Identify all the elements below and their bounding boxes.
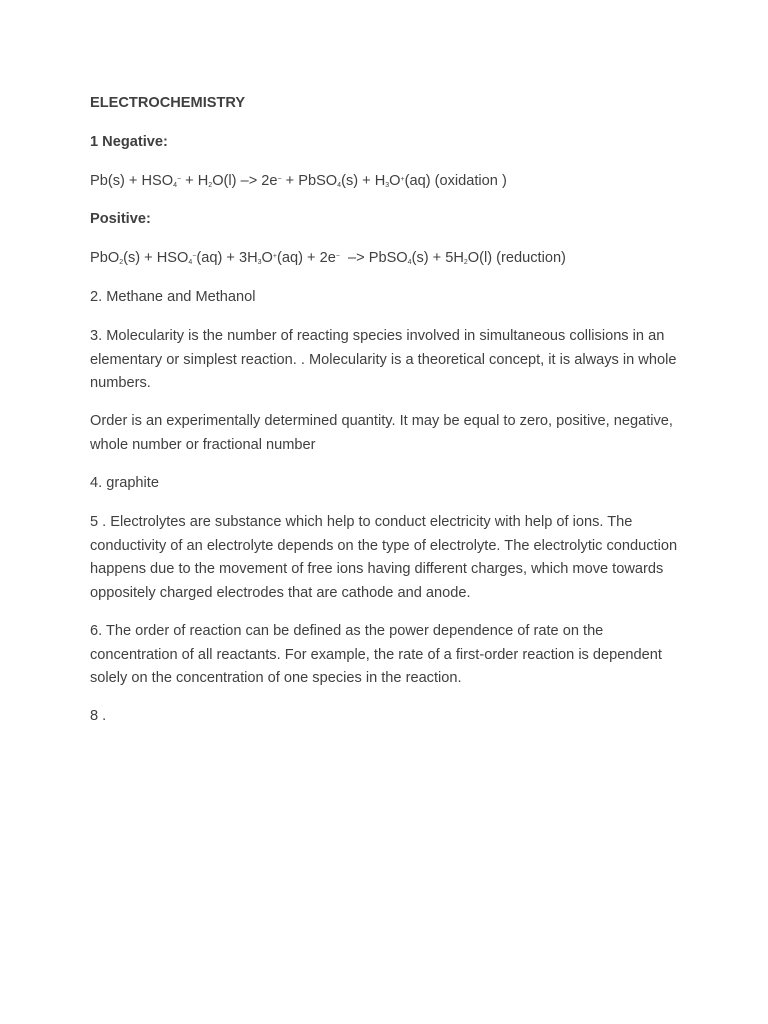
document-title: ELECTROCHEMISTRY: [90, 95, 246, 111]
answer-6: 6. The order of reaction can be defined as the power dependence of rate on the concentration of all reactants. For example, the rate of a first-order reaction is dependent solely on the concentration of one species in the reaction.: [90, 623, 662, 686]
negative-heading: 1 Negative:: [90, 134, 168, 150]
answer-8: 8 .: [90, 708, 107, 724]
answer-2: 2. Methane and Methanol: [90, 289, 256, 305]
answer-3-order: Order is an experimentally determined quantity. It may be equal to zero, positive, negative, whole number or fractional number: [90, 413, 673, 453]
answer-3-molecularity: 3. Molecularity is the number of reacting species involved in simultaneous collisions in an elementary or simplest reaction. . Molecularity is a theoretical concept, it is always in whole numbers.: [90, 328, 677, 391]
positive-electrode-equation: $PbO_2(s) + HSO_4^-(aq) + 3H_3O^+(aq) + 2e^-$ –> PbSO$_4$(s) + $5H_2O(l)$ (reduction): [90, 250, 566, 266]
answer-4: 4. graphite: [90, 475, 159, 491]
positive-heading: Positive:: [90, 211, 151, 227]
negative-electrode-equation: $Pb(s) + HSO_4^- + H_2O(l) -> 2e^-$ + PbSO$_4$(s) + $H_3O^+(aq)$ (oxidation ): [90, 173, 507, 189]
answer-5: 5 . Electrolytes are substance which help to conduct electricity with help of ions. The conductivity of an electrolyte depends on the type of electrolyte. The electrolytic conduction happens due to the movement of free ions having different charges, which move towards oppositely charged electrodes that are cathode and anode.: [90, 514, 678, 601]
